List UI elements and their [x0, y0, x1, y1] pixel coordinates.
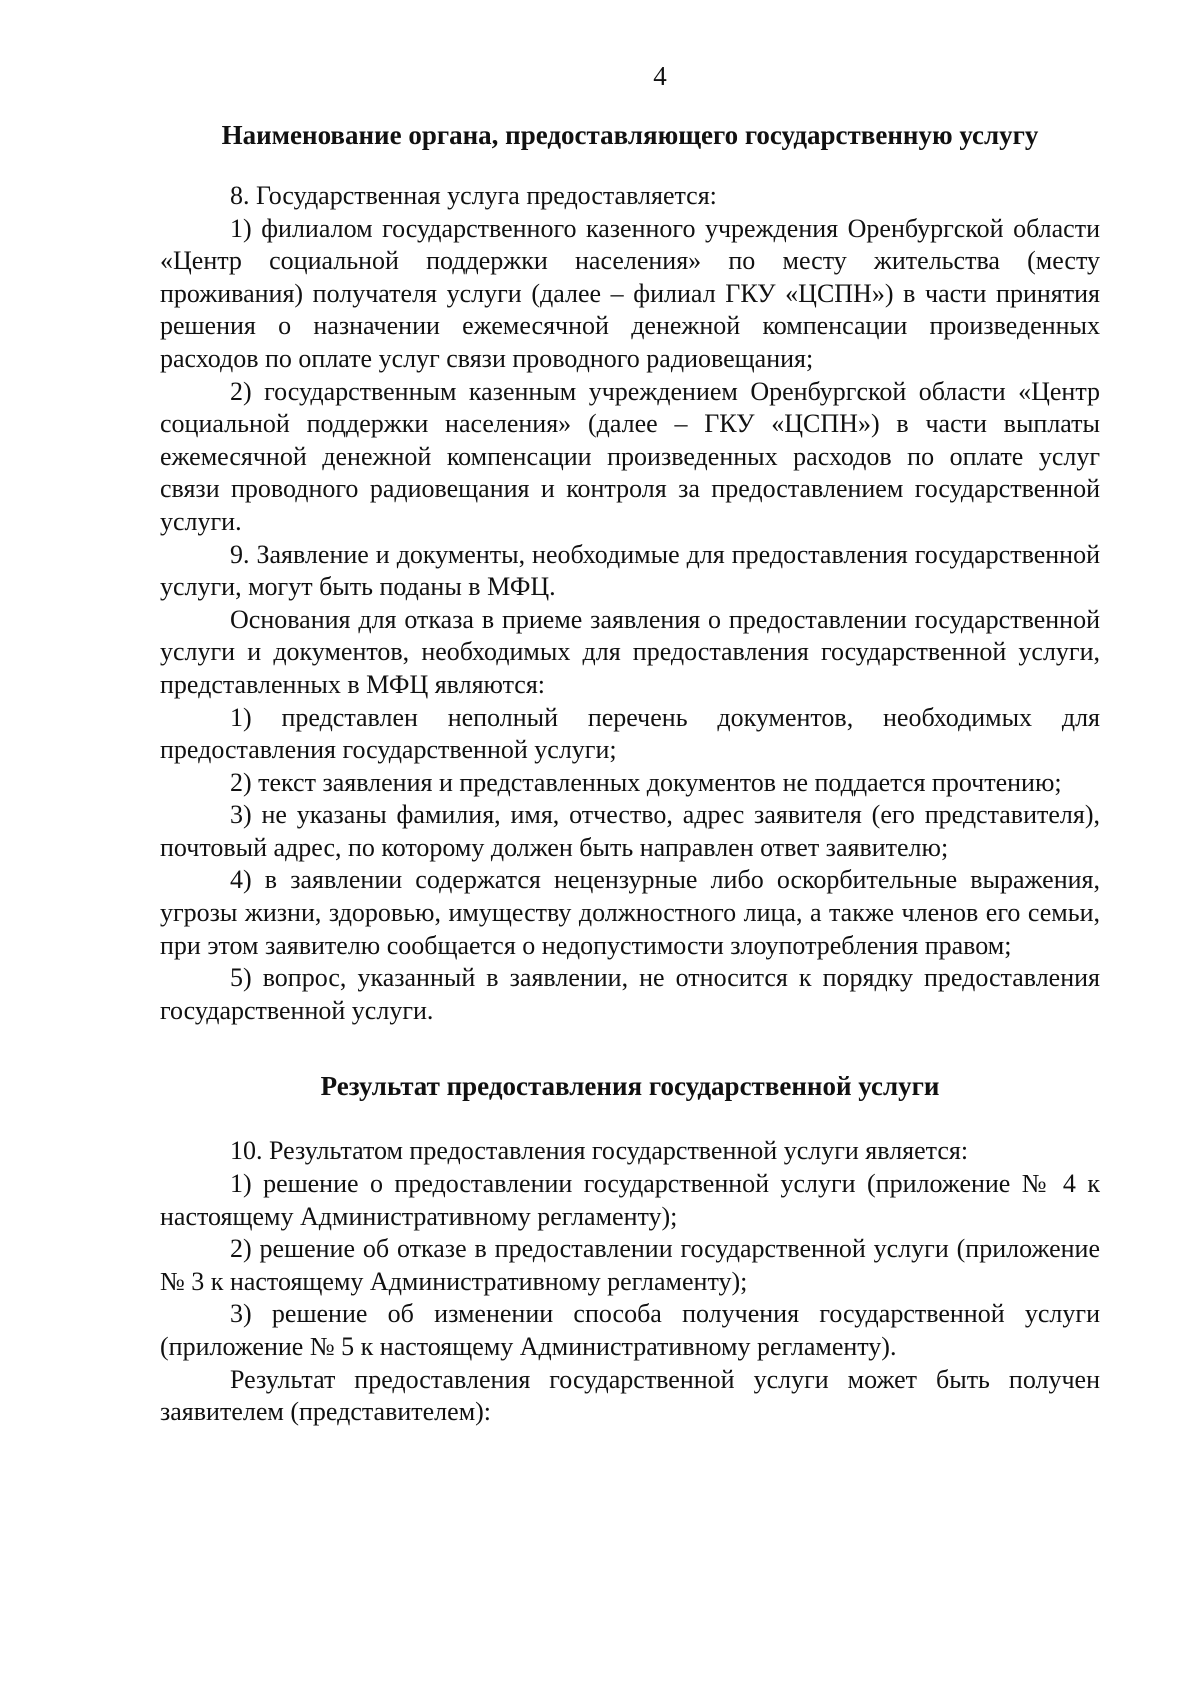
document-page [160, 60, 1100, 1660]
paragraph: 2) государственным казенным учреждением Оренбургской области «Центр социальной поддержки населения» (далее – ГКУ «ЦСПН») в части выплаты ежемесячной денежной компенсации произведенных расходов по оплате услуг связи проводного радиовещания и контроля за предоставлением государственной услуги. [160, 376, 1100, 536]
paragraph: 1) решение о предоставлении государственной услуги (приложение № 4 к настоящему Административному регламенту); [160, 1169, 1100, 1231]
paragraph: 4) в заявлении содержатся нецензурные либо оскорбительные выражения, угрозы жизни, здоровью, имуществу должностного лица, а также членов его семьи, при этом заявителю сообщается о недопустимости злоупотребления правом; [160, 865, 1100, 960]
page-number: 4 [653, 61, 667, 91]
section-heading-authority: Наименование органа, предоставляющего государственную услугу [221, 120, 1039, 150]
paragraph: 3) решение об изменении способа получения государственной услуги (приложение № 5 к настоящему Административному регламенту). [160, 1299, 1100, 1361]
section-heading-result: Результат предоставления государственной услуги [320, 1071, 940, 1102]
paragraph: 1) представлен неполный перечень документов, необходимых для предоставления государственной услуги; [160, 702, 1100, 765]
paragraph: Основания для отказа в приеме заявления о предоставлении государственной услуги и документов, необходимых для предоставления государственной услуги, представленных в МФЦ являются: [160, 604, 1100, 699]
paragraph: 1) филиалом государственного казенного учреждения Оренбургской области «Центр социальной поддержки населения» по месту жительства (месту проживания) получателя услуги (далее – филиал ГКУ «ЦСПН») в части принятия решения о назначении ежемесячной денежной компенсации произведенных расходов по оплате услуг связи проводного радиовещания; [160, 213, 1100, 373]
paragraph: Результат предоставления государственной услуги может быть получен заявителем (представителем): [160, 1364, 1100, 1427]
paragraph: 8. Государственная услуга предоставляется: [230, 181, 717, 210]
paragraph: 5) вопрос, указанный в заявлении, не относится к порядку предоставления государственной услуги. [160, 963, 1100, 1025]
paragraph: 9. Заявление и документы, необходимые для предоставления государственной услуги, могут быть поданы в МФЦ. [160, 539, 1100, 602]
paragraph: 3) не указаны фамилия, имя, отчество, адрес заявителя (его представителя), почтовый адрес, по которому должен быть направлен ответ заявителю; [160, 800, 1100, 862]
paragraph: 2) решение об отказе в предоставлении государственной услуги (приложение № 3 к настоящему Административному регламенту); [160, 1234, 1100, 1296]
paragraph: 10. Результатом предоставления государственной услуги является: [230, 1136, 969, 1166]
paragraph: 2) текст заявления и представленных документов не поддается прочтению; [230, 767, 1062, 797]
